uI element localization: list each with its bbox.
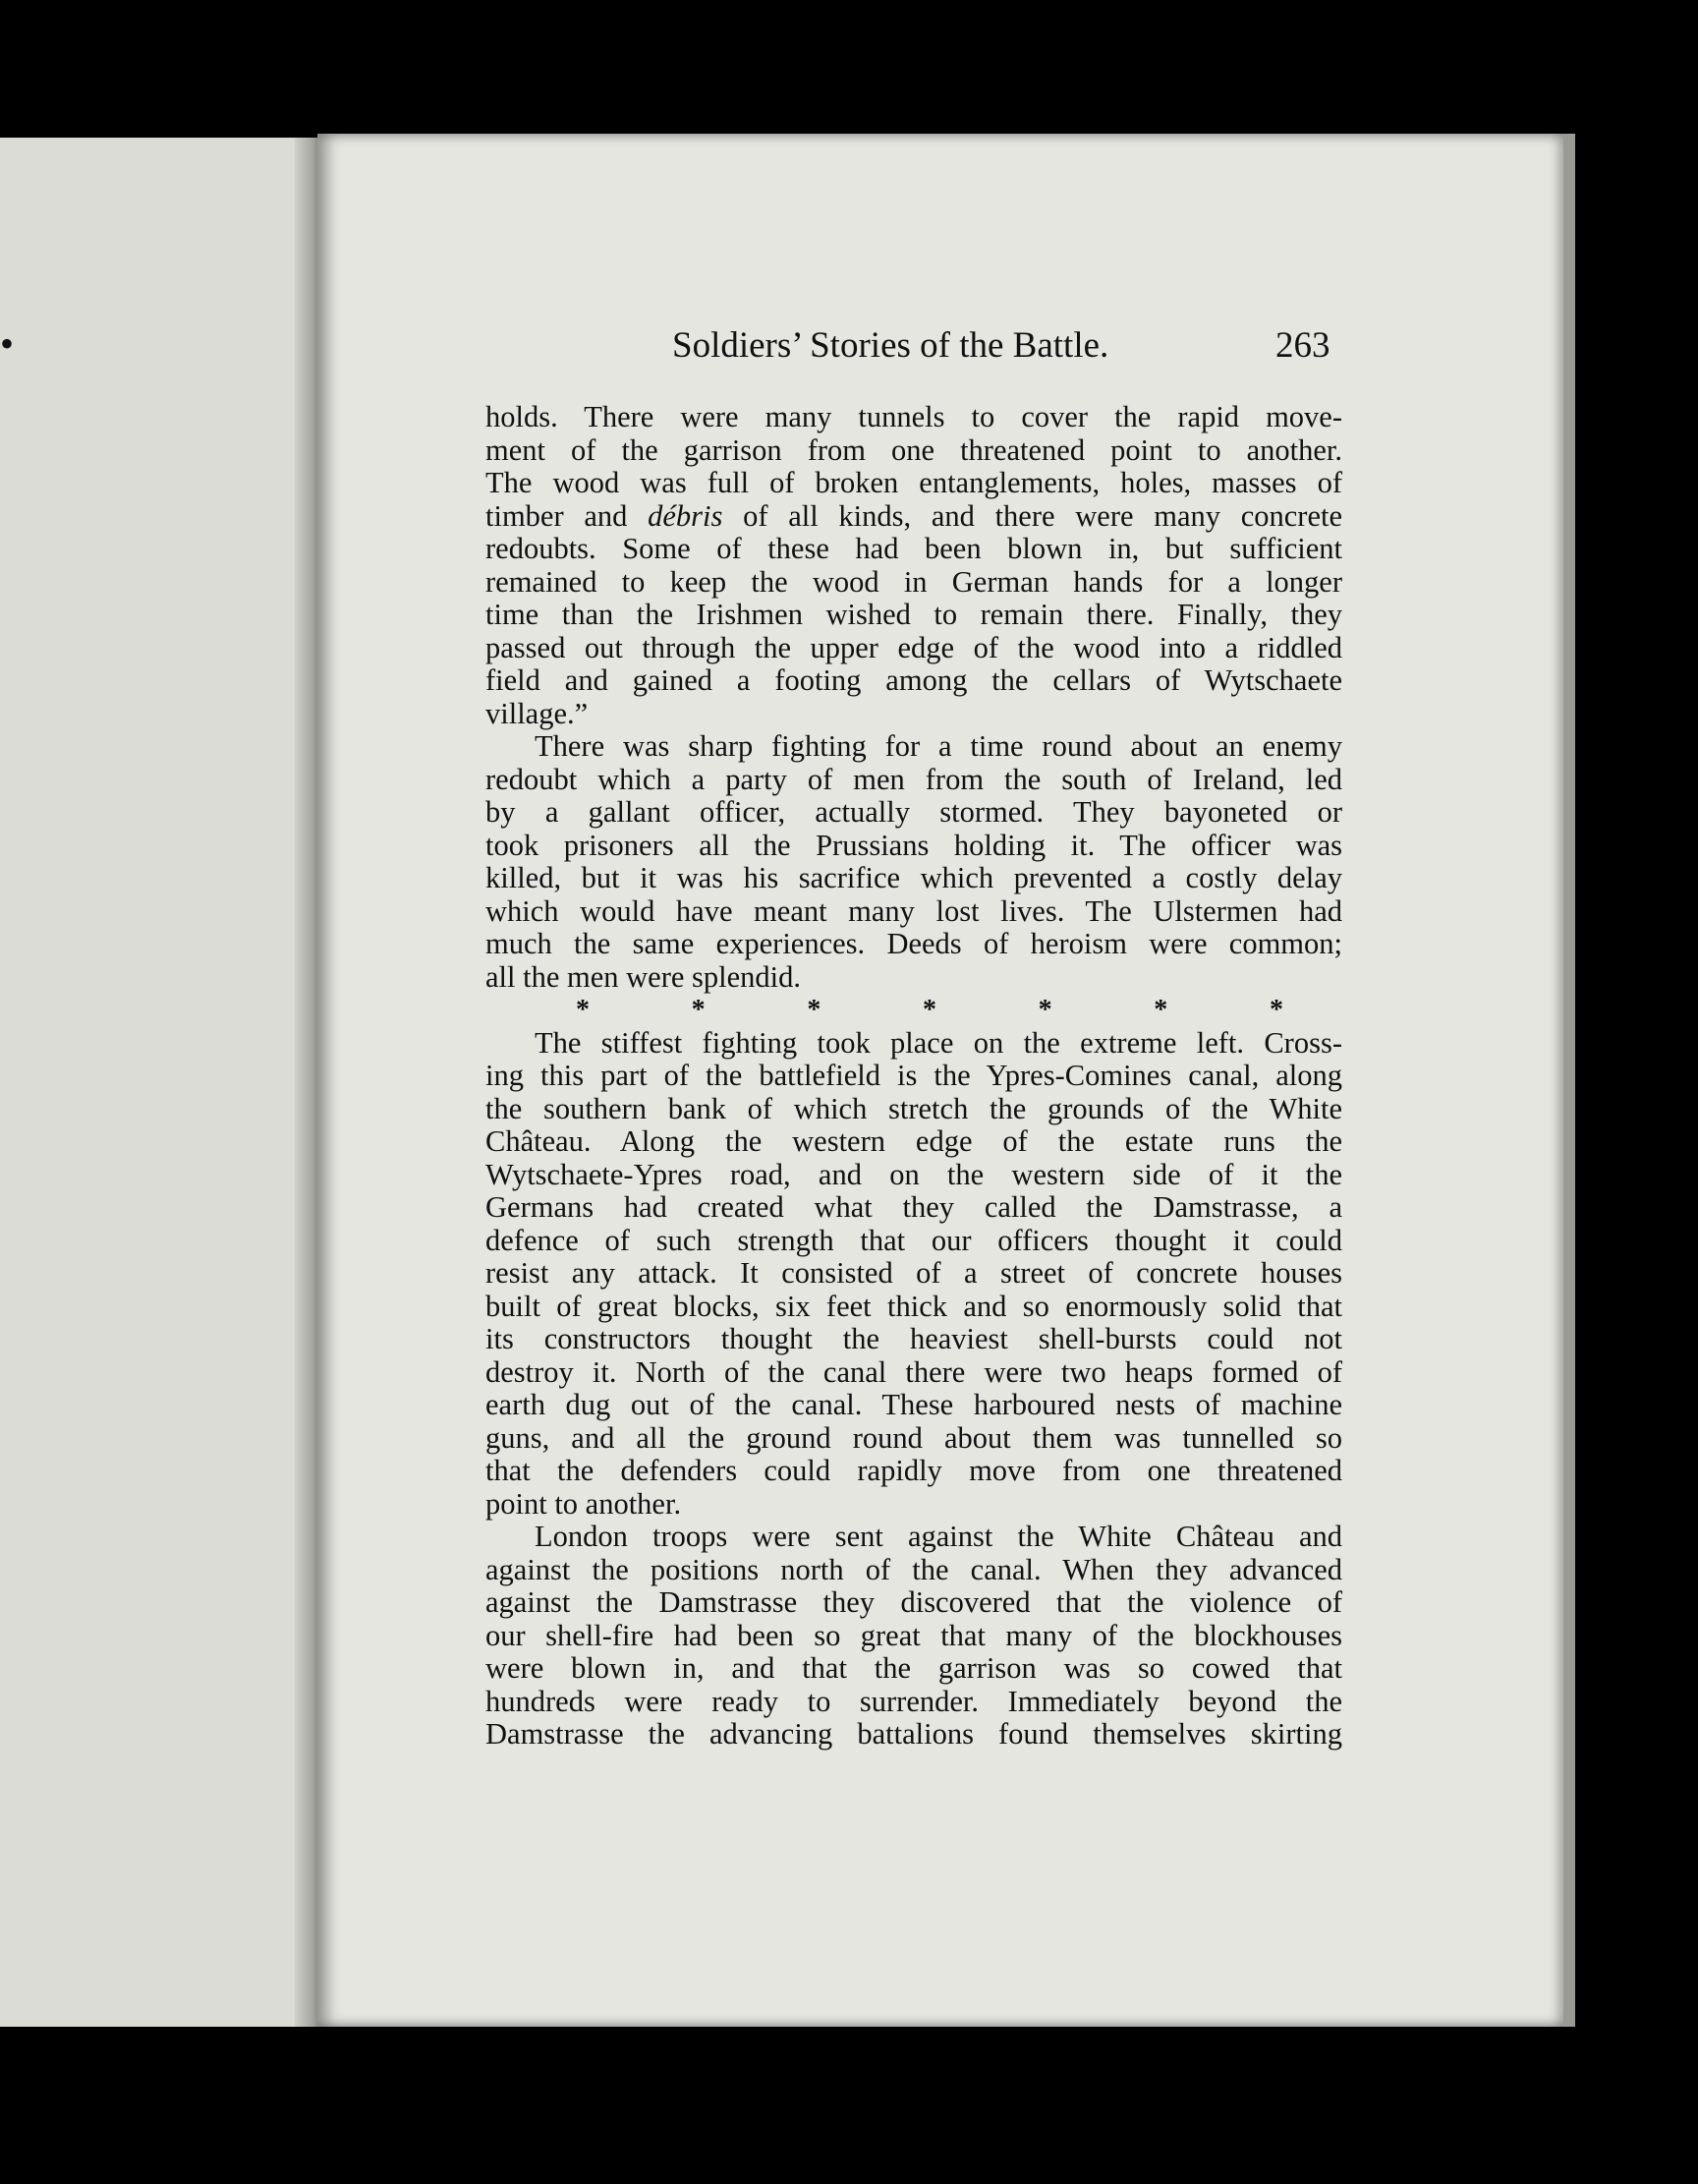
section-break-star: *: [922, 995, 936, 1025]
text-line: London troops were sent against the White Château and: [535, 1520, 1342, 1553]
text-line: much the same experiences. Deeds of heroism were common;: [485, 927, 1342, 960]
text-line: took prisoners all the Prussians holding it. The officer was: [485, 828, 1342, 862]
section-break-star: *: [1154, 995, 1168, 1025]
section-break-star: *: [1269, 995, 1283, 1025]
text-line: built of great blocks, six feet thick and so enormously solid that: [485, 1289, 1342, 1323]
text-line: guns, and all the ground round about them was tunnelled so: [485, 1420, 1342, 1455]
text-line: ment of the garrison from one threatened point to another.: [485, 432, 1342, 467]
text-line: destroy it. North of the canal there were two heaps formed of: [485, 1354, 1342, 1389]
section-break-star: *: [691, 995, 706, 1025]
italic-word: débris: [648, 498, 723, 533]
text-line: all the men were splendid.: [485, 959, 801, 994]
page-edge: [1563, 134, 1575, 2027]
text-line: redoubt which a party of men from the south of Ireland, led: [485, 762, 1342, 796]
text-line: Germans had created what they called the Damstrasse, a: [485, 1190, 1342, 1224]
body-text: [485, 401, 1342, 1752]
text-line: the southern bank of which stretch the grounds of the White: [485, 1091, 1342, 1125]
text-line: that the defenders could rapidly move from one threatened: [485, 1454, 1342, 1487]
text-line: remained to keep the wood in German hands for a longer: [485, 564, 1342, 599]
text-line: Damstrasse the advancing battalions found themselves skirting: [485, 1717, 1342, 1751]
text-line: against the positions north of the canal. When they advanced: [485, 1552, 1342, 1586]
page-number: 263: [1275, 325, 1330, 366]
text-line: hundreds were ready to surrender. Immediately beyond the: [485, 1684, 1342, 1718]
text-line: Château. Along the western edge of the estate runs the: [485, 1124, 1342, 1158]
text-line: by a gallant officer, actually stormed. They bayoneted or: [485, 795, 1342, 829]
text-line: The stiffest fighting took place on the extreme left. Cross-: [535, 1025, 1342, 1060]
text-line: holds. There were many tunnels to cover the rapid move-: [485, 400, 1342, 433]
text-line: village.”: [485, 696, 589, 730]
text-line: resist any attack. It consisted of a street of concrete houses: [485, 1256, 1342, 1290]
text-line: which would have meant many lost lives. The Ulstermen had: [485, 893, 1342, 928]
section-break-star: *: [576, 995, 590, 1025]
text-line: field and gained a footing among the cellars of Wytschaete: [485, 663, 1342, 697]
text-line: [485, 500, 1342, 534]
left-page: [0, 138, 312, 2027]
text-line: There was sharp fighting for a time round about an enemy: [535, 729, 1342, 763]
running-head: Soldiers’ Stories of the Battle.: [672, 325, 1109, 366]
text-line: defence of such strength that our officers thought it could: [485, 1223, 1342, 1257]
text-line: killed, but it was his sacrifice which prevented a costly delay: [485, 861, 1342, 894]
text-fragment: of all kinds, and there were many concrete: [722, 498, 1342, 533]
section-break-star: *: [1038, 995, 1052, 1025]
text-line: our shell-fire had been so great that many of the blockhouses: [485, 1618, 1342, 1652]
text-line: passed out through the upper edge of the wood into a riddled: [485, 630, 1342, 664]
text-line: were blown in, and that the garrison was so cowed that: [485, 1651, 1342, 1685]
text-line: its constructors thought the heaviest shell-bursts could not: [485, 1322, 1342, 1355]
section-break: [485, 994, 1342, 1027]
text-line: point to another.: [485, 1486, 682, 1521]
left-page-bullet: •: [0, 321, 15, 366]
text-fragment: timber and: [485, 498, 649, 533]
section-break-star: *: [807, 995, 821, 1025]
text-line: The wood was full of broken entanglements, holes, masses of: [485, 466, 1342, 499]
text-line: against the Damstrasse they discovered that the violence of: [485, 1585, 1342, 1619]
text-line: ing this part of the battlefield is the Ypres-Comines canal, along: [485, 1059, 1342, 1092]
text-line: time than the Irishmen wished to remain there. Finally, they: [485, 598, 1342, 631]
text-line: redoubts. Some of these had been blown in, but sufficient: [485, 532, 1342, 565]
text-line: Wytschaete-Ypres road, and on the western side of it the: [485, 1157, 1342, 1191]
text-line: earth dug out of the canal. These harboured nests of machine: [485, 1388, 1342, 1421]
